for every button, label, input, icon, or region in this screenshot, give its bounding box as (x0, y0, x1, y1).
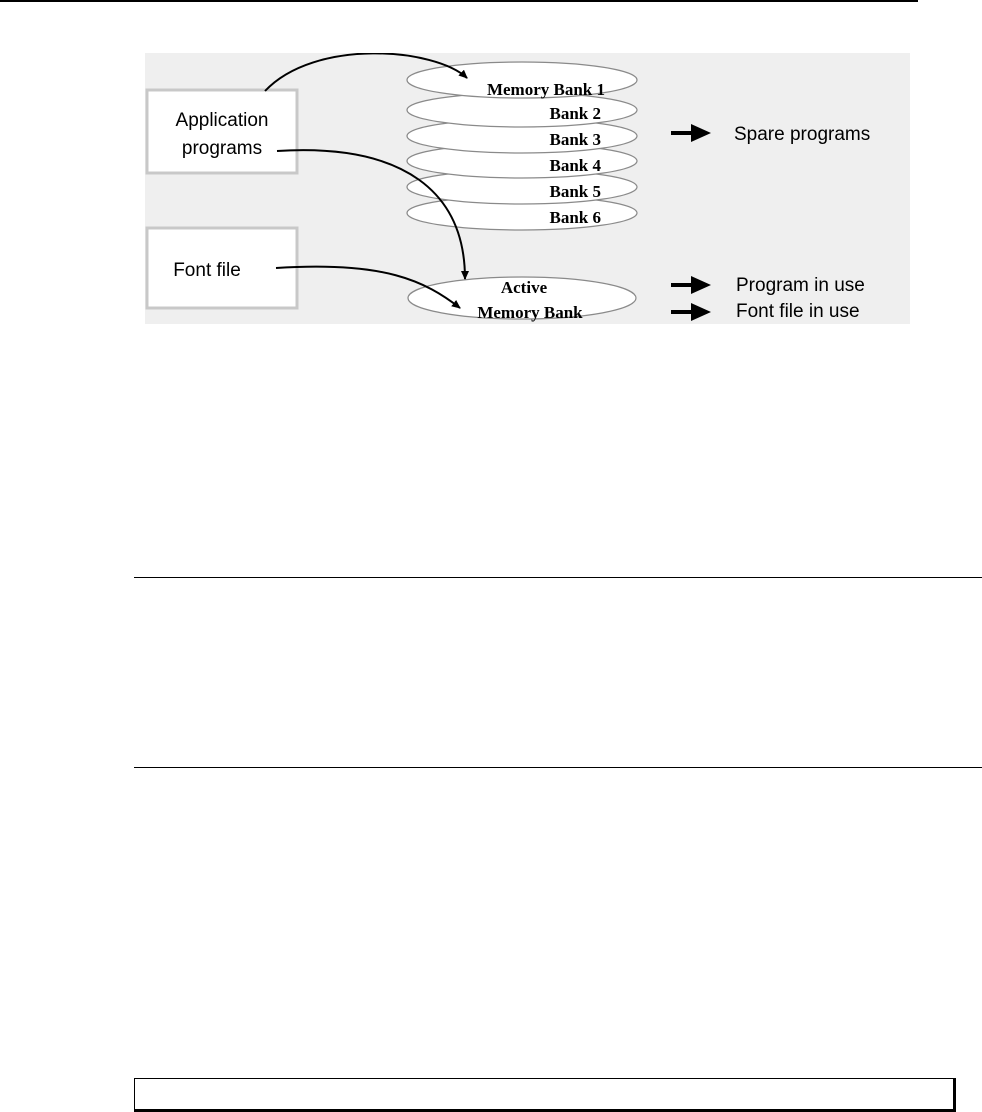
section-rule-lower (134, 767, 982, 768)
spare-programs-label: Spare programs (734, 124, 871, 145)
font-file-label: Font file (173, 260, 241, 281)
bank-4-label: Bank 4 (549, 156, 601, 175)
program-in-use-label: Program in use (736, 275, 865, 296)
active-label: Active (500, 278, 548, 297)
bank-2-label: Bank 2 (549, 104, 601, 123)
application-label: Application (175, 110, 269, 131)
top-rule (0, 0, 918, 2)
empty-bottom-box (134, 1078, 956, 1112)
active-memory-bank-label: Memory Bank (477, 303, 583, 322)
memory-bank-stack (407, 62, 637, 230)
bank-6-label: Bank 6 (549, 208, 601, 227)
programs-label: programs (181, 138, 263, 159)
application-programs-box (147, 90, 297, 173)
memory-bank-diagram (145, 53, 910, 324)
bank-1-label: Memory Bank 1 (486, 80, 605, 99)
bank-3-label: Bank 3 (549, 130, 601, 149)
bank-5-label: Bank 5 (549, 182, 601, 201)
font-file-in-use-label: Font file in use (736, 301, 860, 322)
section-rule-upper (134, 577, 982, 578)
